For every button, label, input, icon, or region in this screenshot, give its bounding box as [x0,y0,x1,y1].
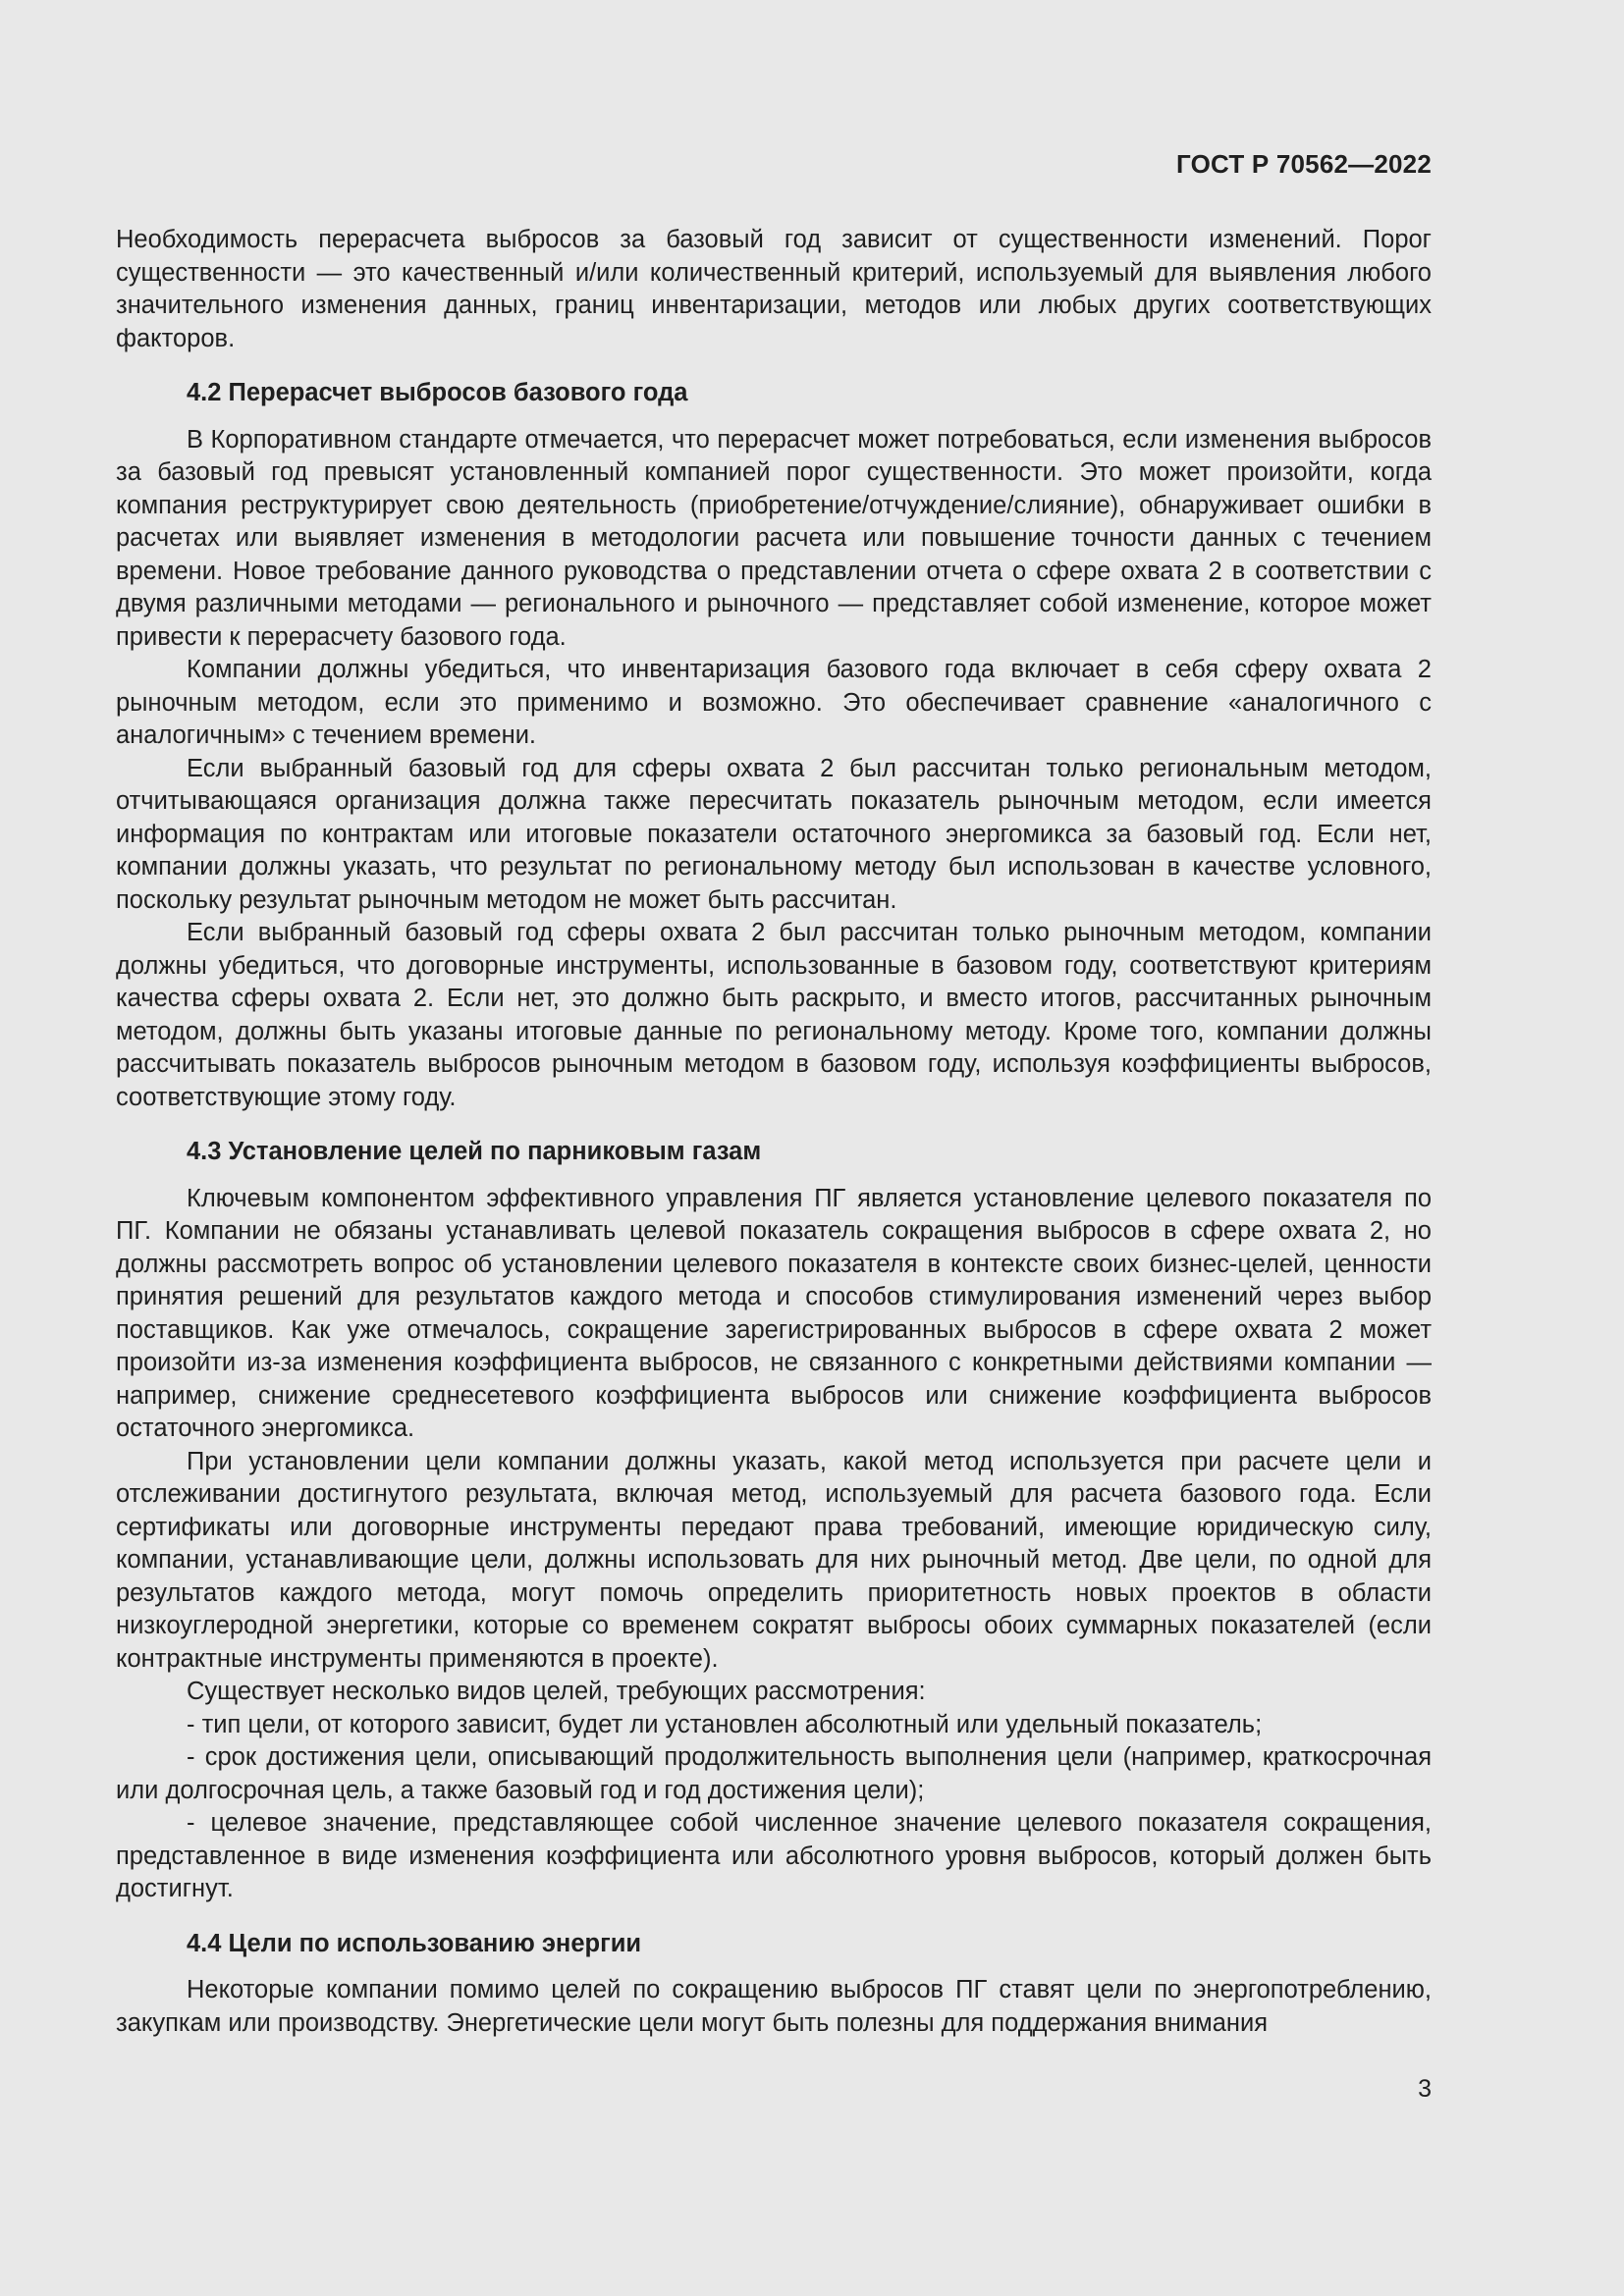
section-4-3-paragraph-1: Ключевым компонентом эффективного управления ПГ является установление целевого показателя по ПГ. Компании не обязаны устанавливать целевой показатель сокращения выбросов в сфере охвата 2, но должны рассмотреть вопрос об установлении целевого показателя в контексте своих бизнес-целей, ценности принятия решений для результатов каждого метода и способов стимулирования изменений через выбор поставщиков. Как уже отмечалось, сокращение зарегистрированных выбросов в сфере охвата 2 может произойти из-за изменения коэффициента выбросов, не связанного с конкретными действиями компании — например, снижение среднесетевого коэффициента выбросов или снижение коэффициента выбросов остаточного энергомикса. [116,1184,1432,1442]
section-4-2-paragraph-3: Если выбранный базовый год для сферы охвата 2 был рассчитан только региональным методом, отчитывающаяся организация должна также пересчитать показатель рыночным методом, если имеется информация по контрактам или итоговые показатели остаточного энергомикса за базовый год. Если нет, компании должны указать, что результат по региональному методу был использован в качестве условного, поскольку результат рыночным методом не может быть рассчитан. [116,754,1432,914]
document-code-header: ГОСТ Р 70562—2022 [1176,149,1432,179]
list-item: - тип цели, от которого зависит, будет ли установлен абсолютный или удельный показатель; [187,1710,1263,1738]
page-number: 3 [1418,2075,1432,2103]
list-item: - целевое значение, представляющее собой численное значение целевого показателя сокращения, представленное в виде изменения коэффициента или абсолютного уровня выбросов, который должен быть достигнут. [116,1809,1432,1902]
list-item: - срок достижения цели, описывающий продолжительность выполнения цели (например, краткосрочная или долгосрочная цель, а также базовый год и год достижения цели); [116,1743,1432,1804]
section-4-2-paragraph-4: Если выбранный базовый год сферы охвата 2 был рассчитан только рыночным методом, компании должны убедиться, что договорные инструменты, использованные в базовом году, соответствуют критериям качества сферы охвата 2. Если нет, это должно быть раскрыто, и вместо итогов, рассчитанных рыночным методом, должны быть указаны итоговые данные по региональному методу. Кроме того, компании должны рассчитывать показатель выбросов рыночным методом в базовом году, используя коэффициенты выбросов, соответствующие этому году. [116,919,1432,1111]
section-4-4-heading: 4.4 Цели по использованию энергии [187,1929,642,1957]
section-4-3-paragraph-2: При установлении цели компании должны указать, какой метод используется при расчете цели и отслеживании достигнутого результата, включая метод, используемый для расчета базового года. Если сертификаты или договорные инструменты передают права требований, имеющие юридическую силу, компании, устанавливающие цели, должны использовать для них рыночный метод. Две цели, по одной для результатов каждого метода, могут помочь определить приоритетность новых проектов в области низкоуглеродной энергетики, которые со временем сократят выбросы обоих суммарных показателей (если контрактные инструменты применяются в проекте). [116,1447,1432,1673]
section-4-3-heading: 4.3 Установление целей по парниковым газам [187,1138,762,1165]
section-4-4-paragraph-1: Некоторые компании помимо целей по сокращению выбросов ПГ ставят цели по энергопотреблению, закупкам или производству. Энергетические цели могут быть полезны для поддержания внимания [116,1976,1432,2037]
page-content [116,224,1432,2040]
intro-paragraph: Необходимость перерасчета выбросов за базовый год зависит от существенности изменений. Порог существенности — это качественный и/или количественный критерий, используемый для выявления любого значительного изменения данных, границ инвентаризации, методов или любых других соответствующих факторов. [116,226,1432,352]
section-4-2-paragraph-2: Компании должны убедиться, что инвентаризация базового года включает в себя сферу охвата 2 рыночным методом, если это применимо и возможно. Это обеспечивает сравнение «аналогичного с аналогичным» с течением времени. [116,656,1432,749]
section-4-2-heading: 4.2 Перерасчет выбросов базового года [187,379,688,406]
section-4-3-paragraph-3: Существует несколько видов целей, требующих рассмотрения: [187,1678,926,1705]
section-4-2-paragraph-1: В Корпоративном стандарте отмечается, что перерасчет может потребоваться, если изменения выбросов за базовый год превысят установленный компанией порог существенности. Это может произойти, когда компания реструктурирует свою деятельность (приобретение/отчуждение/слияние), обнаруживает ошибки в расчетах или выявляет изменения в методологии расчета или повышение точности данных с течением времени. Новое требование данного руководства о представлении отчета о сфере охвата 2 в соответствии с двумя различными методами — регионального и рыночного — представляет собой изменение, которое может привести к перерасчету базового года. [116,425,1432,651]
